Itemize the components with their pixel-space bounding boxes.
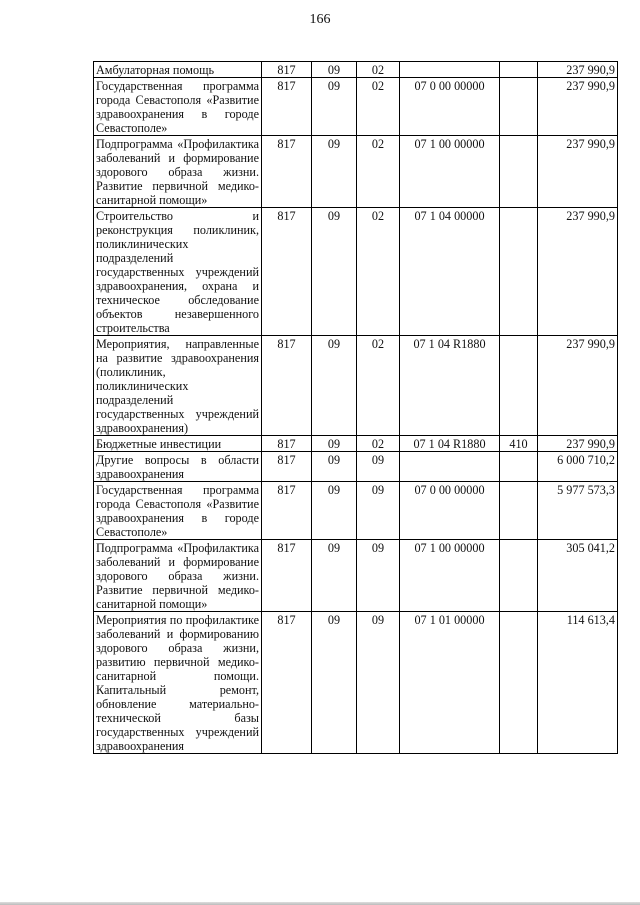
row-subsection-code: 02 [357,336,400,436]
row-admin-code: 817 [262,62,312,78]
table-row [94,336,618,436]
row-amount: 114 613,4 [538,612,618,754]
row-name: Мероприятия по профилактике заболеваний и формированию здорового образа жизни, развитию первичной медико-санитарной помощи. Капитальный ремонт, обновление материально-технической базы государственных учреждений здравоохранения [94,612,262,754]
row-target-code: 07 0 00 00000 [400,78,500,136]
row-section-code: 09 [312,336,357,436]
row-target-code: 07 1 01 00000 [400,612,500,754]
row-target-code: 07 1 04 00000 [400,208,500,336]
row-target-code [400,62,500,78]
table-row [94,540,618,612]
table-row [94,78,618,136]
table-row [94,482,618,540]
row-section-code: 09 [312,612,357,754]
row-expense-type [500,62,538,78]
row-target-code: 07 1 00 00000 [400,540,500,612]
row-expense-type [500,136,538,208]
row-name: Амбулаторная помощь [94,62,262,78]
row-name: Бюджетные инвестиции [94,436,262,452]
row-amount: 237 990,9 [538,62,618,78]
row-admin-code: 817 [262,336,312,436]
row-amount: 237 990,9 [538,136,618,208]
row-admin-code: 817 [262,452,312,482]
row-expense-type [500,612,538,754]
row-amount: 237 990,9 [538,336,618,436]
row-section-code: 09 [312,62,357,78]
row-section-code: 09 [312,78,357,136]
row-target-code: 07 0 00 00000 [400,482,500,540]
row-section-code: 09 [312,136,357,208]
row-subsection-code: 02 [357,436,400,452]
row-section-code: 09 [312,482,357,540]
row-target-code [400,452,500,482]
row-expense-type: 410 [500,436,538,452]
row-amount: 6 000 710,2 [538,452,618,482]
table-row [94,62,618,78]
row-admin-code: 817 [262,540,312,612]
table-row [94,612,618,754]
row-target-code: 07 1 00 00000 [400,136,500,208]
row-subsection-code: 09 [357,482,400,540]
row-section-code: 09 [312,436,357,452]
row-target-code: 07 1 04 R1880 [400,436,500,452]
table-row [94,136,618,208]
row-subsection-code: 02 [357,208,400,336]
row-admin-code: 817 [262,612,312,754]
row-name: Подпрограмма «Профилактика заболеваний и формирование здорового образа жизни. Развитие первичной медико-санитарной помощи» [94,136,262,208]
row-admin-code: 817 [262,482,312,540]
row-subsection-code: 09 [357,452,400,482]
row-admin-code: 817 [262,78,312,136]
row-section-code: 09 [312,452,357,482]
row-name: Мероприятия, направленные на развитие здравоохранения (поликлиник, поликлинических подразделений государственных учреждений здравоохранения) [94,336,262,436]
budget-table [93,61,618,754]
page-number: 166 [309,12,331,27]
row-amount: 5 977 573,3 [538,482,618,540]
row-target-code: 07 1 04 R1880 [400,336,500,436]
row-subsection-code: 02 [357,136,400,208]
row-name: Строительство и реконструкция поликлиник, поликлинических подразделений государственных учреждений здравоохранения, охрана и техническое обследование объектов незавершенного строительства [94,208,262,336]
row-subsection-code: 02 [357,78,400,136]
row-expense-type [500,336,538,436]
row-admin-code: 817 [262,136,312,208]
table-row [94,436,618,452]
row-name: Другие вопросы в области здравоохранения [94,452,262,482]
row-expense-type [500,540,538,612]
row-amount: 237 990,9 [538,436,618,452]
row-name: Государственная программа города Севастополя «Развитие здравоохранения в городе Севастополе» [94,482,262,540]
row-admin-code: 817 [262,208,312,336]
row-name: Государственная программа города Севастополя «Развитие здравоохранения в городе Севастополе» [94,78,262,136]
row-subsection-code: 02 [357,62,400,78]
table-row [94,208,618,336]
row-name: Подпрограмма «Профилактика заболеваний и формирование здорового образа жизни. Развитие первичной медико-санитарной помощи» [94,540,262,612]
row-expense-type [500,208,538,336]
row-amount: 305 041,2 [538,540,618,612]
row-amount: 237 990,9 [538,78,618,136]
row-expense-type [500,452,538,482]
table-row [94,452,618,482]
row-admin-code: 817 [262,436,312,452]
row-amount: 237 990,9 [538,208,618,336]
row-subsection-code: 09 [357,612,400,754]
row-section-code: 09 [312,540,357,612]
row-subsection-code: 09 [357,540,400,612]
row-expense-type [500,78,538,136]
row-expense-type [500,482,538,540]
row-section-code: 09 [312,208,357,336]
